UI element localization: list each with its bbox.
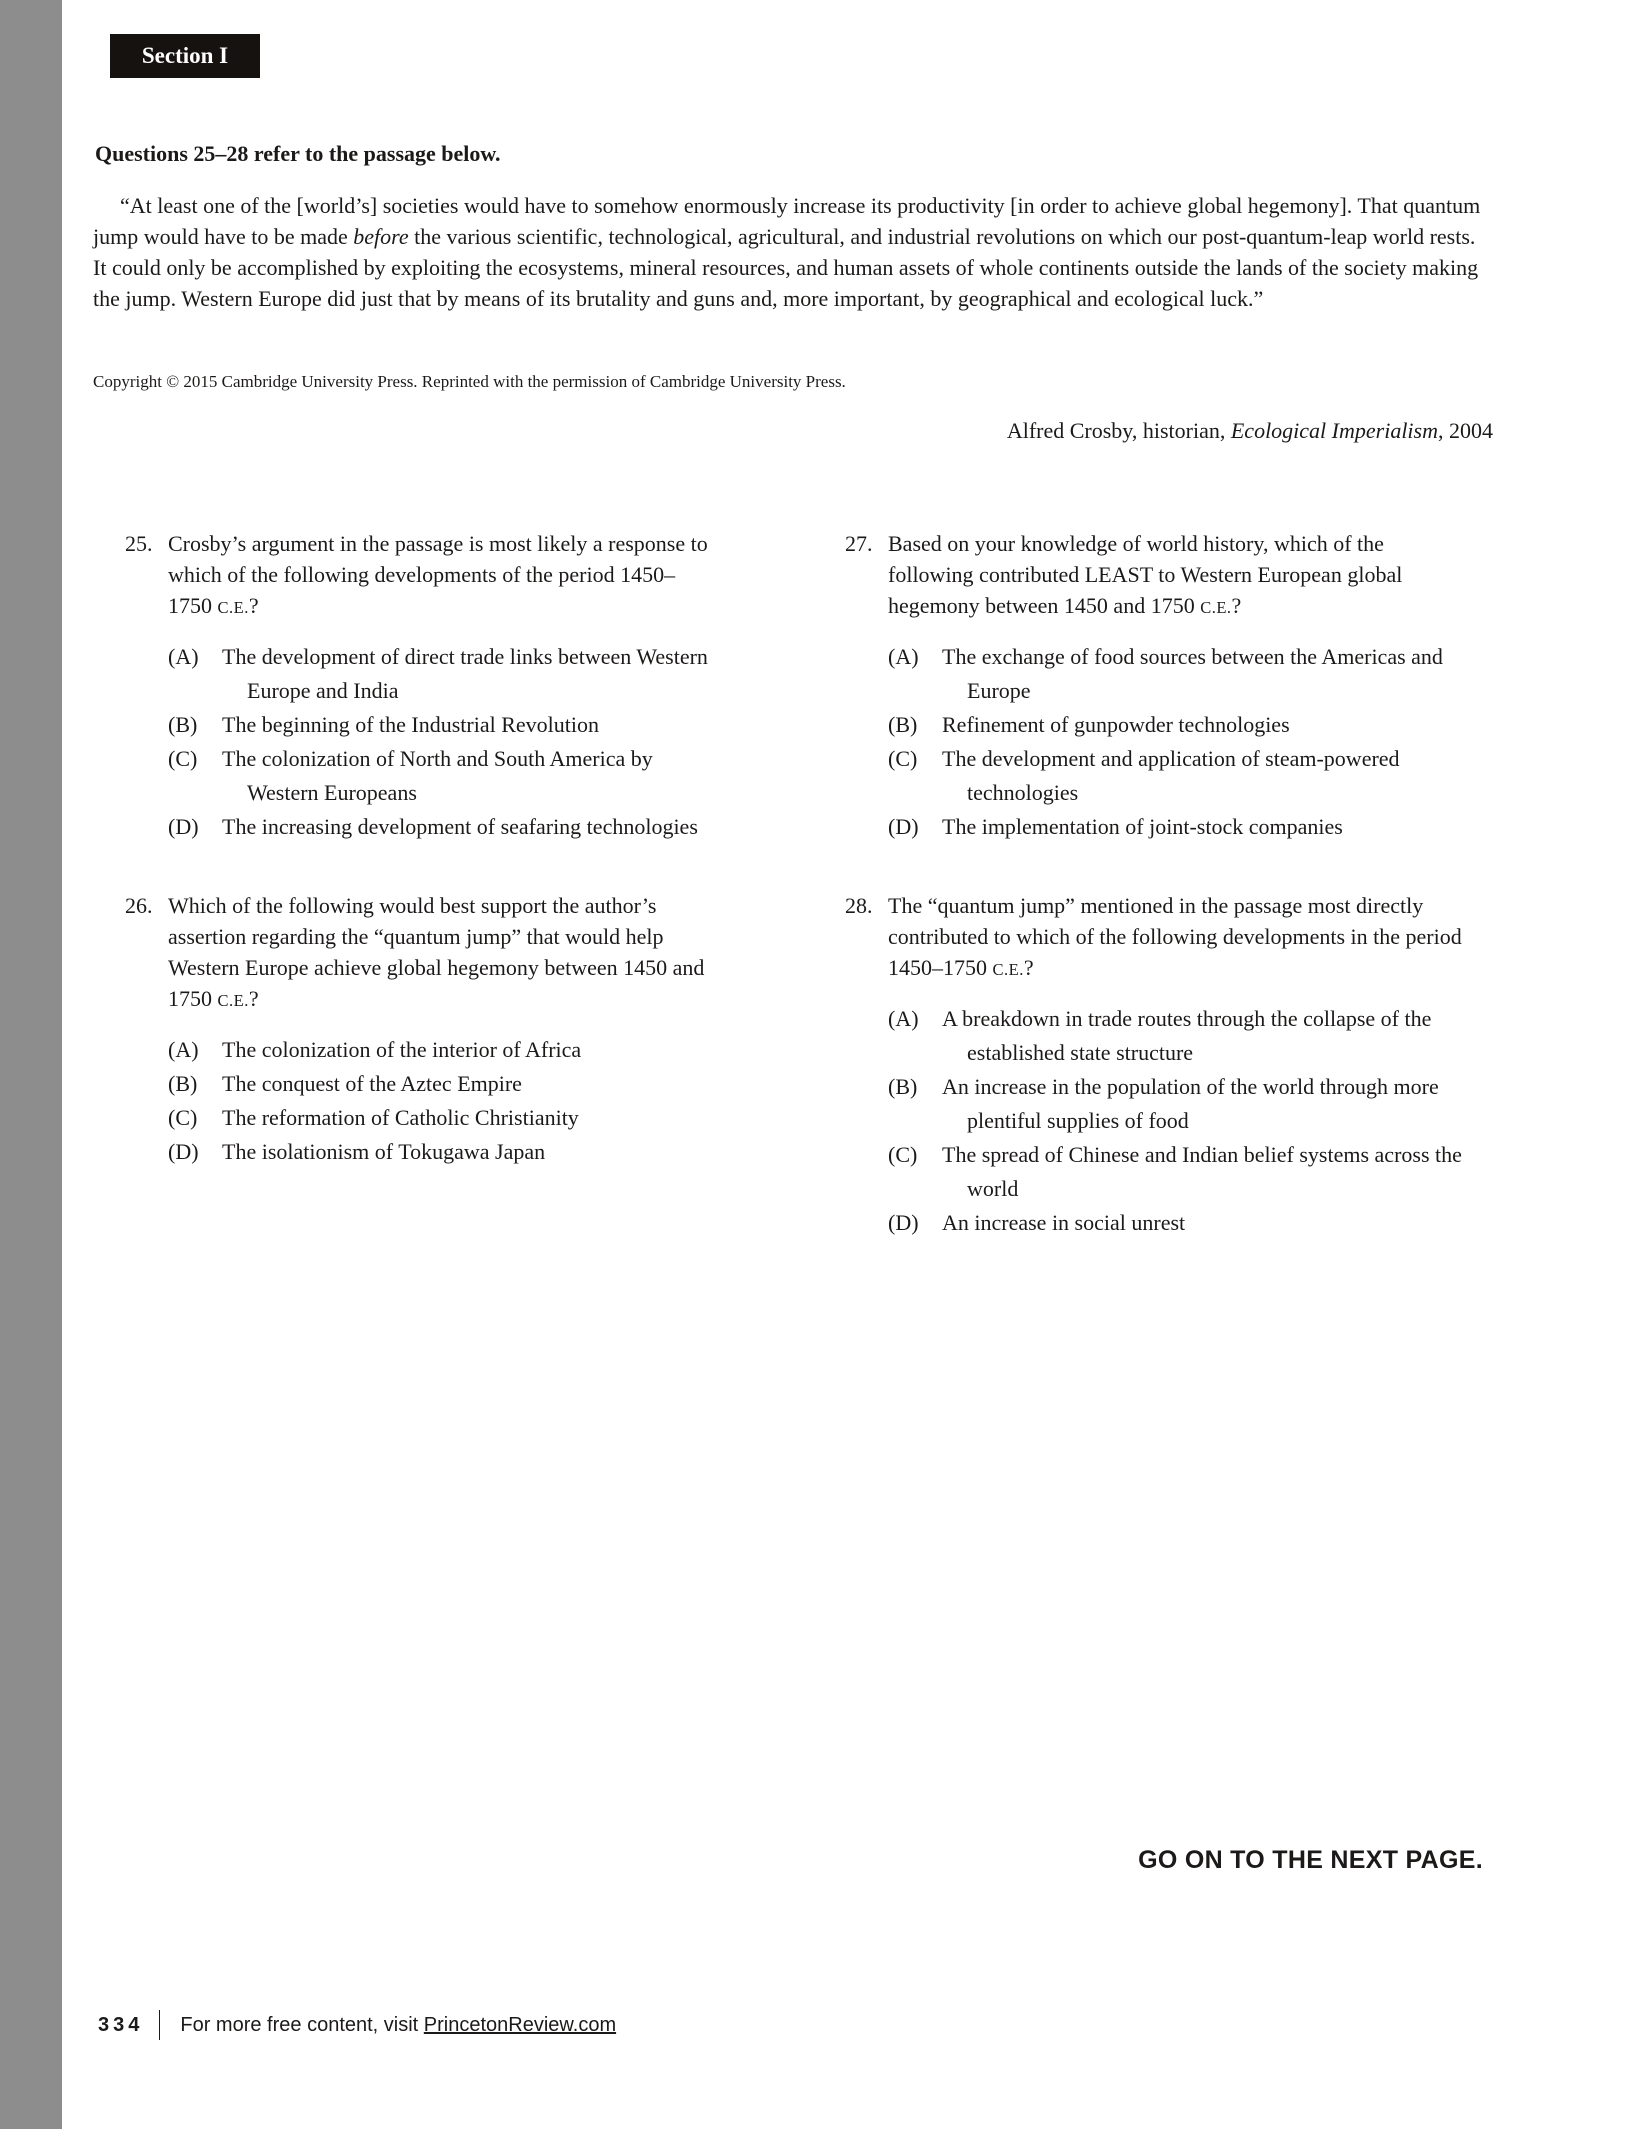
footer-text-prefix: For more free content, visit [180, 2013, 424, 2036]
answer-option-b [888, 1070, 1493, 1138]
footer-divider [159, 2010, 160, 2040]
answer-options [125, 1033, 765, 1169]
option-text: An increase in social unrest [942, 1210, 1186, 1235]
question-stem [845, 890, 1493, 985]
option-letter: (B) [888, 1074, 918, 1099]
question-text: Based on your knowledge of world history, which of the following contributed LEAST to Western European global hegemony between 1450 and 1750 C.E.? [888, 531, 1403, 618]
question-28 [845, 890, 1493, 1240]
answer-option-d [168, 810, 765, 844]
footer-link[interactable]: PrincetonReview.com [423, 2013, 617, 2036]
option-text: The development and application of steam-powered technologies [942, 746, 1400, 805]
option-letter: (C) [168, 746, 198, 771]
option-text: A breakdown in trade routes through the collapse of the established state structure [942, 1006, 1432, 1065]
option-letter: (A) [168, 644, 199, 669]
answer-option-d [888, 810, 1493, 844]
answer-option-b [888, 708, 1493, 742]
option-text: The development of direct trade links between Western Europe and India [222, 644, 708, 703]
option-letter: (D) [168, 814, 199, 839]
option-text: The exchange of food sources between the Americas and Europe [942, 644, 1443, 703]
question-26 [125, 890, 765, 1169]
passage-text: “At least one of the [world’s] societies would have to somehow enormously increase its productivity [in order to achieve global hegemony]. That quantum jump would have to be made before the various scientific, technological, agricultural, and industrial revolutions on which our post-quantum-leap world rests. It could only be accomplished by exploiting the ecosystems, mineral resources, and human assets of whole continents outside the lands of the society making the jump. Western Europe did just that by means of its brutality and guns and, more important, by geographical and ecological luck.” [93, 193, 1481, 311]
answer-option-a [168, 640, 765, 708]
option-letter: (C) [888, 1142, 918, 1167]
answer-option-c [888, 1138, 1493, 1206]
option-letter: (A) [888, 1006, 919, 1031]
question-stem [125, 890, 765, 1016]
option-text: Refinement of gunpowder technologies [942, 712, 1290, 737]
option-letter: (A) [888, 644, 919, 669]
question-stem [845, 528, 1493, 623]
questions-area [125, 528, 1493, 1286]
question-number: 26. [125, 893, 153, 918]
answer-option-c [168, 742, 765, 810]
option-text: The conquest of the Aztec Empire [222, 1071, 522, 1096]
option-text: The spread of Chinese and Indian belief systems across the world [942, 1142, 1462, 1201]
option-text: The beginning of the Industrial Revolution [222, 712, 599, 737]
option-text: The colonization of the interior of Africa [222, 1037, 582, 1062]
answer-option-d [888, 1206, 1493, 1240]
answer-options [125, 640, 765, 844]
option-text: The implementation of joint-stock companies [942, 814, 1343, 839]
answer-option-a [888, 640, 1493, 708]
page-footer [98, 2010, 616, 2040]
option-text: The reformation of Catholic Christianity [222, 1105, 579, 1130]
option-letter: (D) [888, 1210, 919, 1235]
page-edge-strip [0, 0, 62, 2129]
question-text: Crosby’s argument in the passage is most likely a response to which of the following developments of the period 1450–1750 C.E.? [168, 531, 708, 618]
option-letter: (C) [168, 1105, 198, 1130]
page-number: 334 [98, 2013, 144, 2036]
question-text: The “quantum jump” mentioned in the passage most directly contributed to which of the following developments in the period 1450–1750 C.E.? [888, 893, 1462, 980]
question-25 [125, 528, 765, 844]
answer-options [845, 640, 1493, 844]
answer-option-b [168, 1067, 765, 1101]
question-number: 25. [125, 531, 153, 556]
question-text: Which of the following would best support the author’s assertion regarding the “quantum jump” that would help Western Europe achieve global hegemony between 1450 and 1750 C.E.? [168, 893, 705, 1011]
option-letter: (D) [888, 814, 919, 839]
questions-column-right [845, 528, 1493, 1286]
question-27 [845, 528, 1493, 844]
answer-option-d [168, 1135, 765, 1169]
option-letter: (A) [168, 1037, 199, 1062]
option-letter: (B) [168, 1071, 198, 1096]
option-text: The colonization of North and South America by Western Europeans [222, 746, 653, 805]
answer-option-c [888, 742, 1493, 810]
answer-option-a [168, 1033, 765, 1067]
option-letter: (C) [888, 746, 918, 771]
go-on-instruction: GO ON TO THE NEXT PAGE. [1138, 1846, 1483, 1874]
question-stem [125, 528, 765, 623]
option-letter: (B) [168, 712, 198, 737]
footer-text [180, 2014, 616, 2037]
copyright-line: Copyright © 2015 Cambridge University Press. Reprinted with the permission of Cambridge University Press. [93, 372, 846, 391]
option-text: The increasing development of seafaring technologies [222, 814, 698, 839]
questions-column-left [125, 528, 765, 1215]
option-text: An increase in the population of the world through more plentiful supplies of food [942, 1074, 1439, 1133]
option-letter: (B) [888, 712, 918, 737]
question-number: 28. [845, 893, 873, 918]
passage-heading: Questions 25–28 refer to the passage below. [95, 141, 501, 166]
answer-option-a [888, 1002, 1493, 1070]
answer-option-b [168, 708, 765, 742]
option-text: The isolationism of Tokugawa Japan [222, 1139, 546, 1164]
section-label: Section I [110, 34, 260, 78]
answer-option-c [168, 1101, 765, 1135]
attribution-line: Alfred Crosby, historian, Ecological Imperialism, 2004 [1006, 418, 1493, 443]
option-letter: (D) [168, 1139, 199, 1164]
answer-options [845, 1002, 1493, 1240]
question-number: 27. [845, 531, 873, 556]
